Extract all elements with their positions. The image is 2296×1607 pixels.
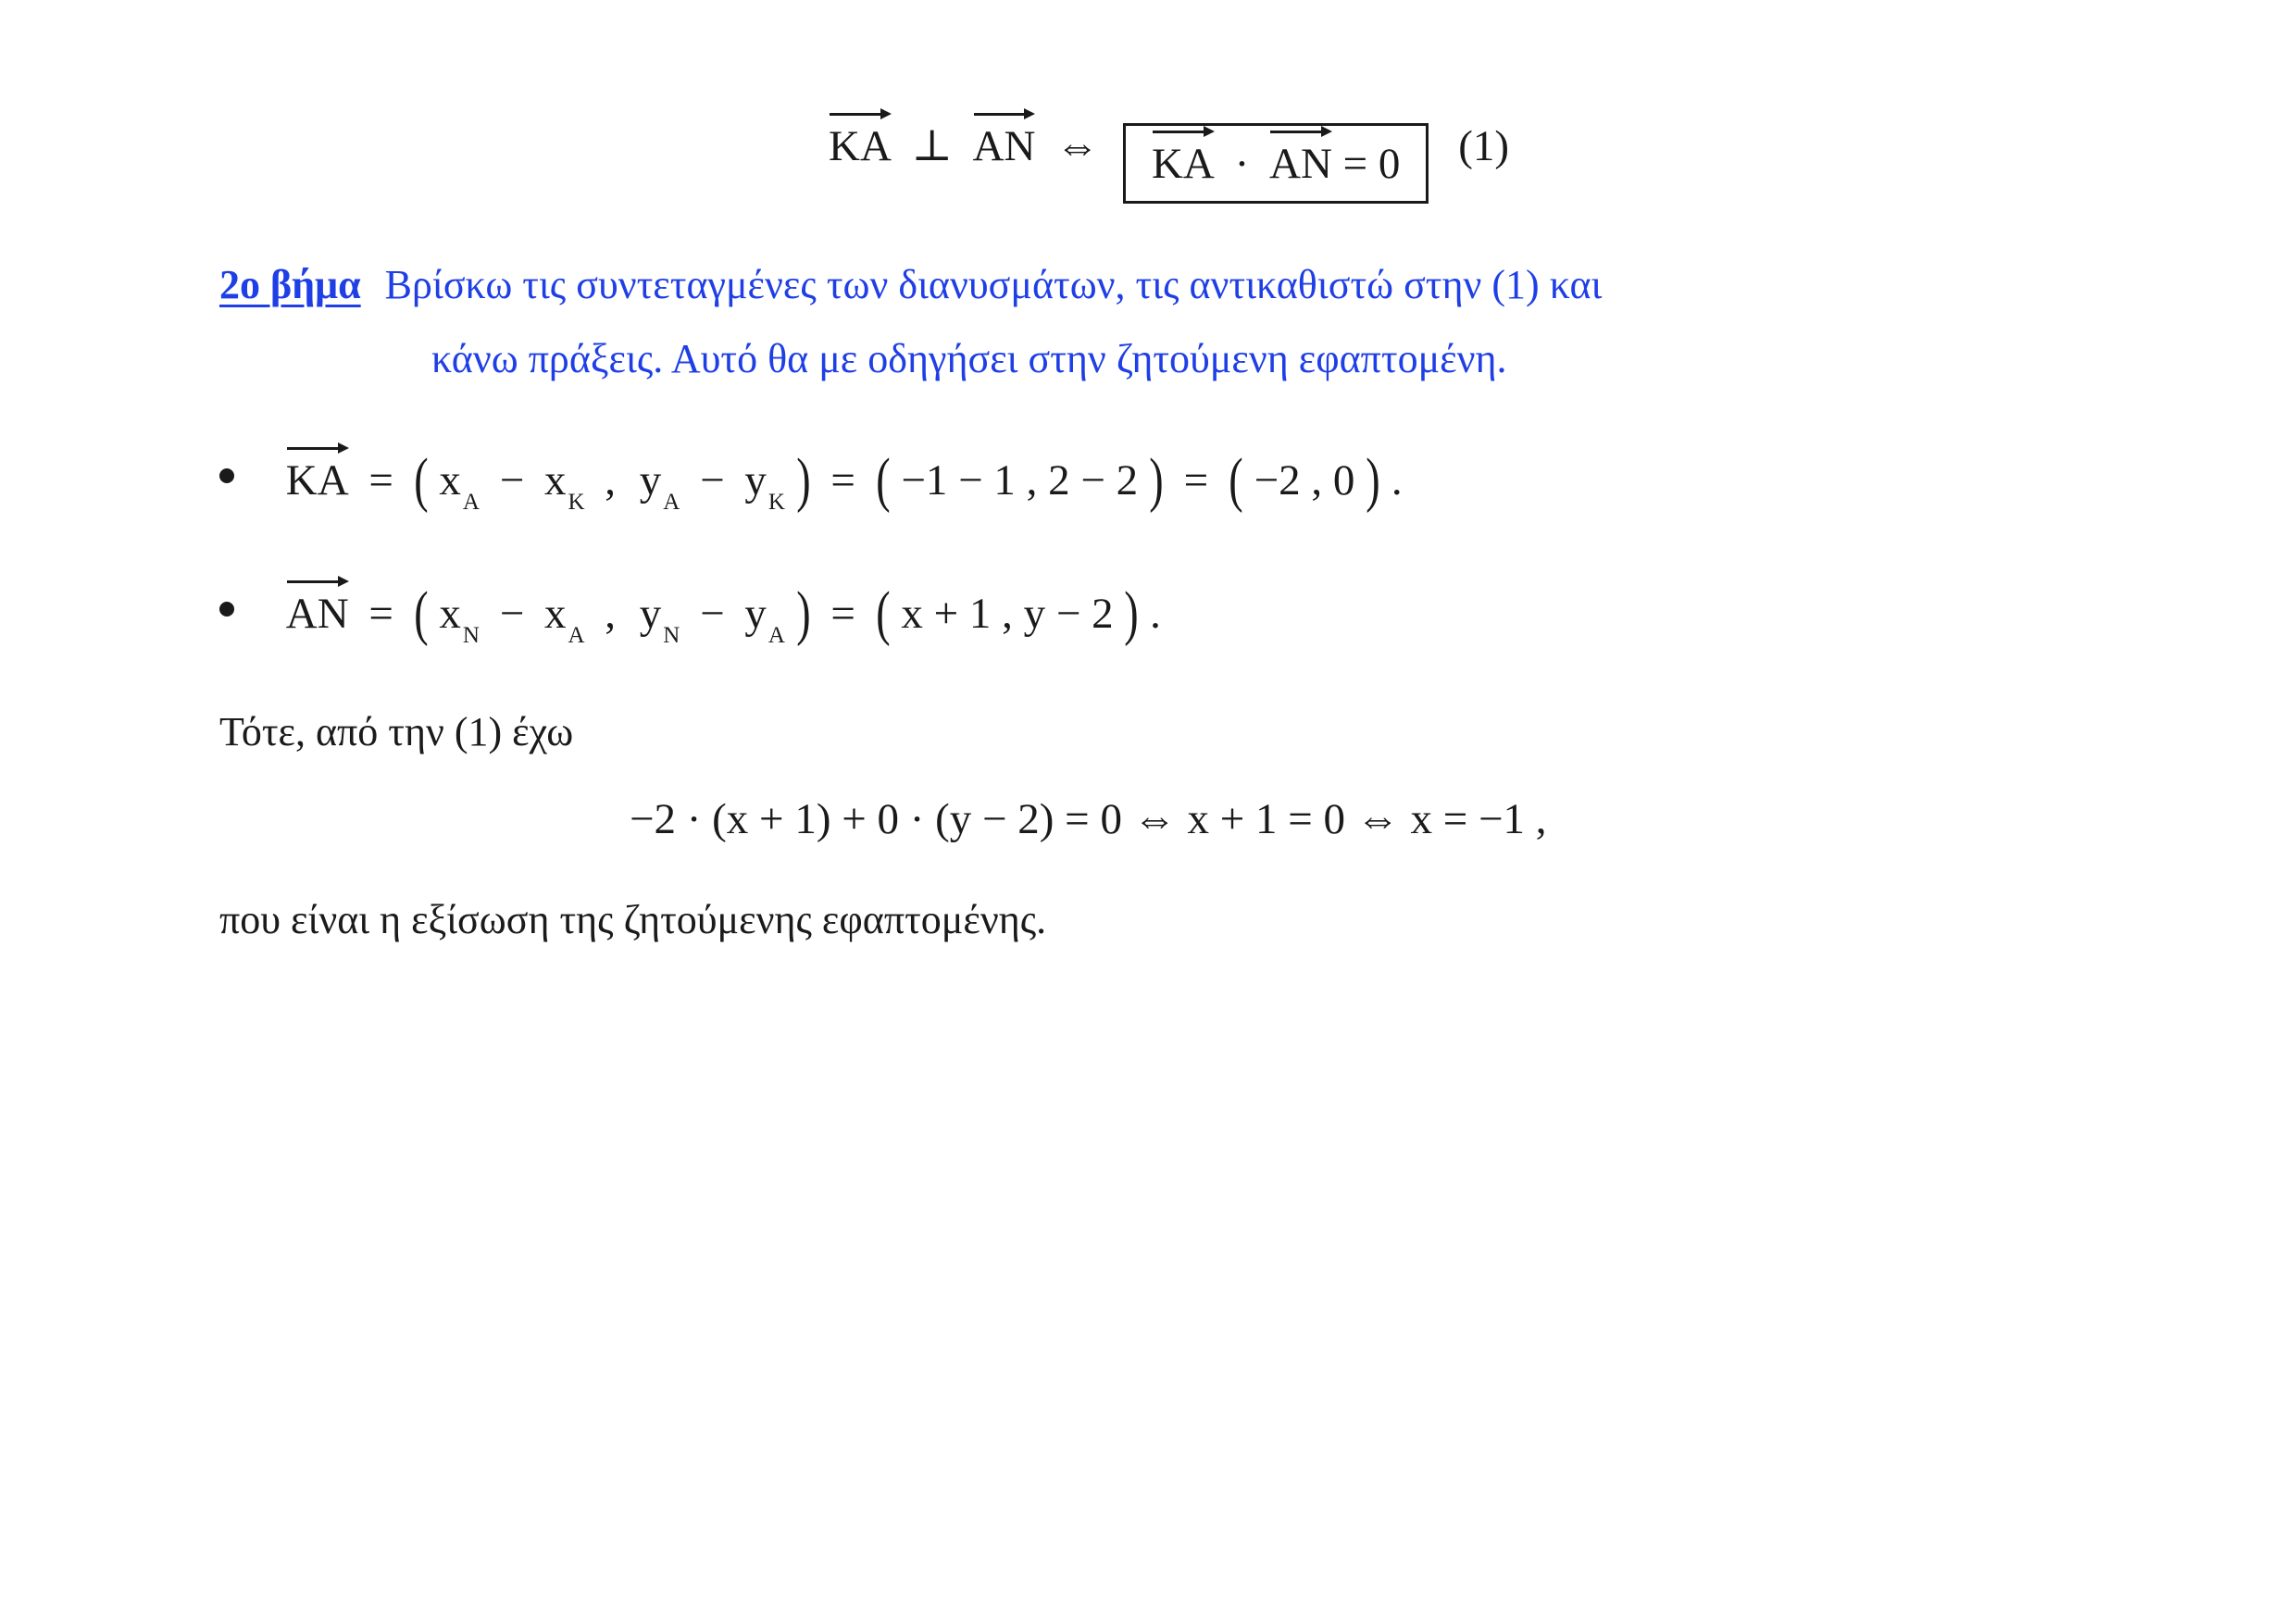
- perpendicular-symbol: ⊥: [911, 122, 953, 170]
- vector-an: AN: [285, 590, 349, 638]
- x-var: x: [543, 456, 567, 505]
- equation-result: −2 · (x + 1) + 0 · (y − 2) = 0 ⇔ x + 1 = 0 ⇔ x = −1 ,: [630, 795, 1547, 843]
- x-var: x: [439, 456, 461, 505]
- subscript: A: [767, 623, 785, 648]
- boxed-vector-ka: KA: [1151, 140, 1215, 188]
- boxed-dot-product: [1123, 123, 1429, 204]
- y-var: y: [744, 456, 767, 505]
- bullet-an: [219, 579, 1161, 648]
- equation-label: (1): [1458, 122, 1509, 170]
- then-text: Τότε, από την (1) έχω: [219, 709, 574, 754]
- equals-sign: =: [368, 456, 393, 505]
- equals-sign: =: [368, 590, 393, 638]
- x-var: x: [439, 590, 461, 638]
- left-paren: (: [413, 579, 429, 647]
- subscript: K: [767, 490, 785, 515]
- right-paren: ): [795, 579, 811, 647]
- y-var: y: [639, 456, 662, 505]
- step-label: 2ο βήμα: [219, 262, 361, 307]
- step-2-block: [219, 248, 2108, 396]
- bullet-icon: [219, 602, 234, 617]
- result-vector: −2 , 0: [1254, 456, 1355, 505]
- iff-symbol: ⇔: [1055, 122, 1100, 170]
- minus-sign: −: [700, 590, 725, 638]
- left-paren: (: [875, 579, 891, 647]
- substituted-values: −1 − 1 , 2 − 2: [901, 456, 1139, 505]
- period: .: [1391, 456, 1403, 505]
- step-text-line-2: κάνω πράξεις. Αυτό θα με οδηγήσει στην ζητούμενη εφαπτομένη.: [431, 336, 1507, 381]
- minus-sign: −: [499, 456, 525, 505]
- equals-sign: =: [830, 456, 855, 505]
- y-var: y: [639, 590, 662, 638]
- subscript: A: [663, 490, 680, 515]
- equation-1: [829, 123, 1509, 204]
- conclusion-text: που είναι η εξίσωση της ζητούμενης εφαπτομένης.: [219, 897, 1047, 942]
- bullet-ka: [219, 446, 1403, 515]
- subscript: K: [568, 490, 585, 515]
- comma: ,: [605, 590, 617, 638]
- right-paren: ): [795, 446, 811, 514]
- subscript: N: [663, 623, 680, 648]
- subscript: A: [462, 490, 480, 515]
- right-paren: ): [1149, 446, 1164, 514]
- comma: ,: [605, 456, 617, 505]
- left-paren: (: [413, 446, 429, 514]
- subscript: A: [568, 623, 585, 648]
- y-var: y: [744, 590, 767, 638]
- equals-sign: =: [830, 590, 855, 638]
- right-paren: ): [1366, 446, 1380, 514]
- right-paren: ): [1124, 579, 1140, 647]
- dot-symbol: ·: [1234, 140, 1250, 188]
- result-vector: x + 1 , y − 2: [901, 590, 1114, 638]
- left-paren: (: [875, 446, 891, 514]
- boxed-vector-an: AN: [1269, 140, 1332, 188]
- period: .: [1150, 590, 1161, 638]
- equals-zero: = 0: [1342, 140, 1401, 188]
- minus-sign: −: [499, 590, 525, 638]
- subscript: N: [462, 623, 480, 648]
- bullet-icon: [219, 468, 234, 483]
- left-paren: (: [1229, 446, 1243, 514]
- vector-an: AN: [972, 122, 1036, 170]
- vector-ka: KA: [829, 122, 892, 170]
- minus-sign: −: [700, 456, 725, 505]
- vector-ka: KA: [285, 456, 349, 505]
- step-text-line-1: Βρίσκω τις συντεταγμένες των διανυσμάτων, τις αντικαθιστώ στην (1) και: [384, 262, 1603, 307]
- equals-sign: =: [1183, 456, 1209, 505]
- x-var: x: [543, 590, 567, 638]
